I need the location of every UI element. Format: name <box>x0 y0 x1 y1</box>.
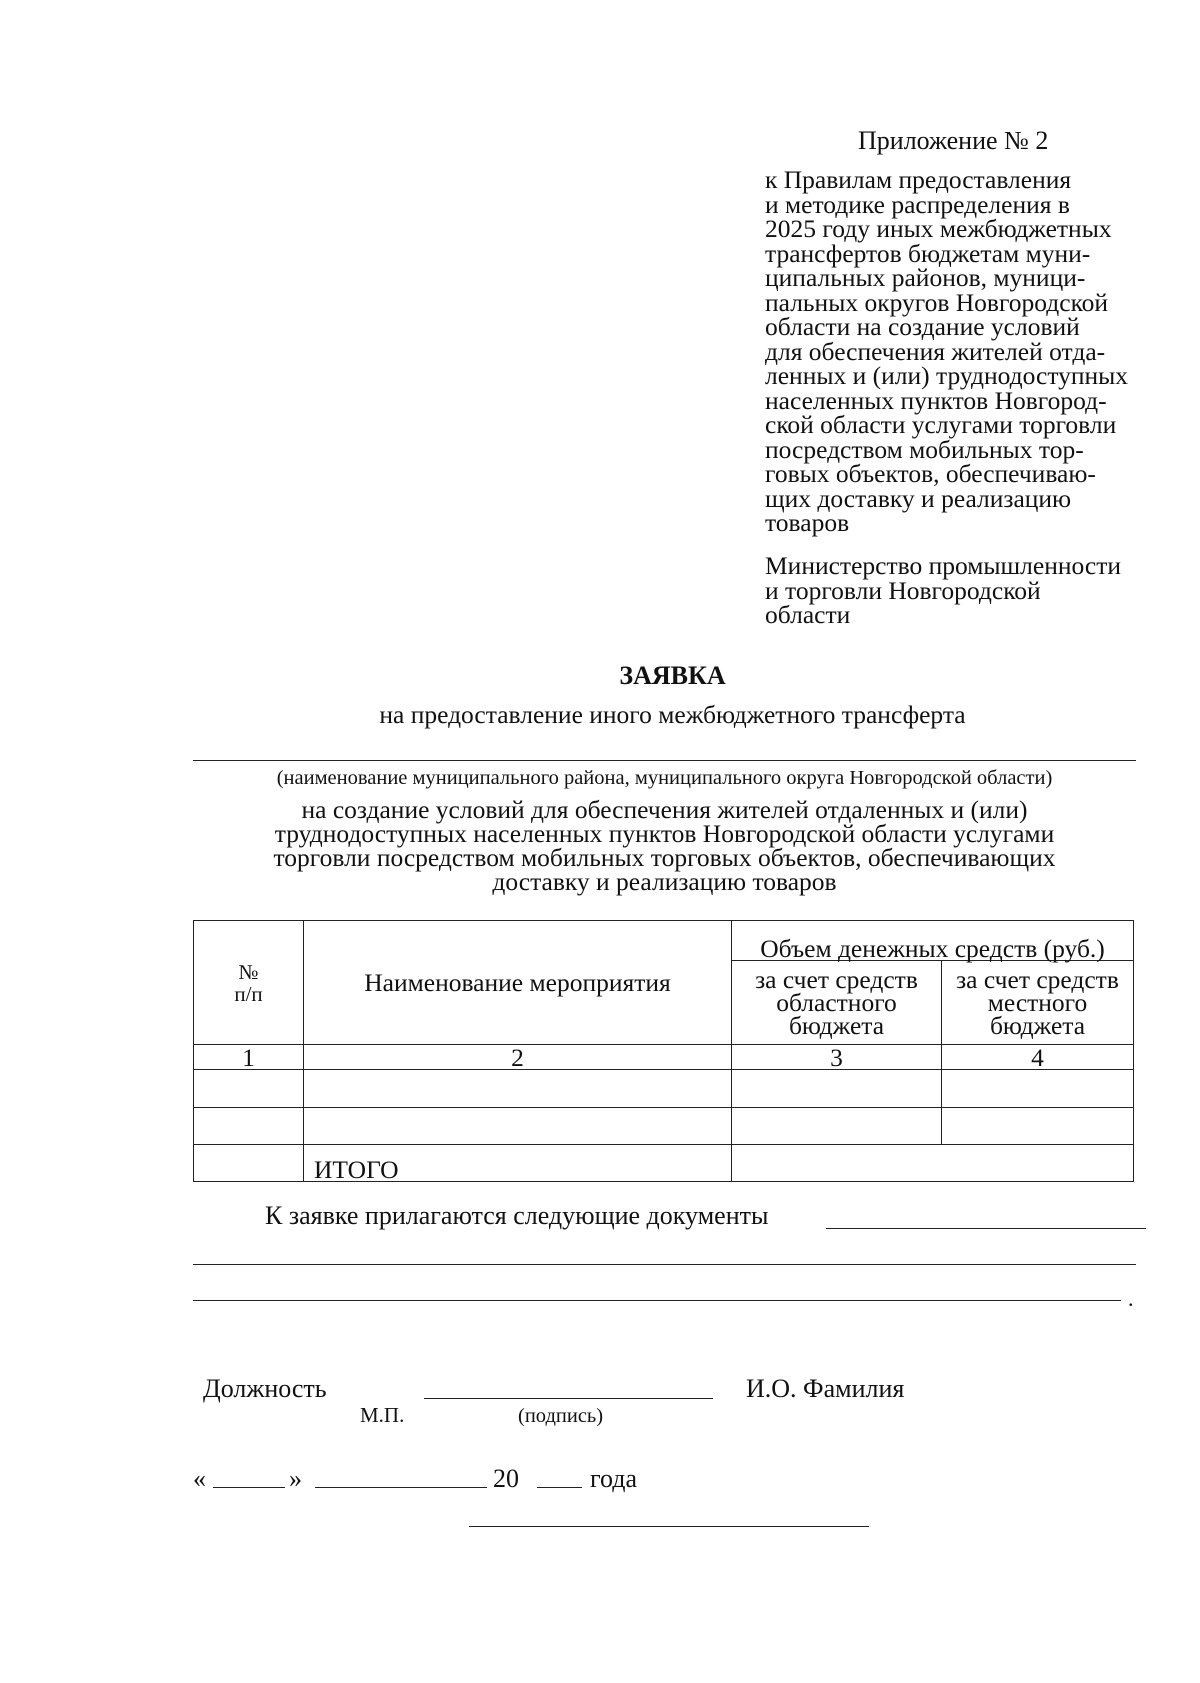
appendix-reference-line: щих доставку и реализацию <box>765 483 1072 513</box>
appendix-reference-line: товаров <box>765 508 850 537</box>
appendix-reference-line: говых объектов, обеспечиваю- <box>765 459 1096 488</box>
form-title: ЗАЯВКА <box>619 661 726 690</box>
table-cell[interactable] <box>304 1070 732 1108</box>
appendix-reference-line: пальных округов Новгородской <box>765 287 1109 317</box>
purpose-text <box>193 795 1136 896</box>
signer-name-label: И.О. Фамилия <box>746 1374 905 1403</box>
total-number-cell[interactable] <box>194 1145 304 1182</box>
date-close-quote: » <box>289 1464 302 1493</box>
header-event-name: Наименование мероприятия <box>304 921 732 1045</box>
date-open-quote: « <box>193 1464 206 1493</box>
table-cell[interactable] <box>732 1070 942 1108</box>
appendix-reference-line: и методике распределения в <box>765 189 1070 219</box>
table-cell[interactable] <box>942 1070 1134 1108</box>
appendix-reference-line: области на создание условий <box>765 312 1080 341</box>
attachments-field[interactable] <box>826 1228 1146 1229</box>
stamp-label: М.П. <box>360 1403 405 1427</box>
header-funds-group: Объем денежных средств (руб.) <box>732 921 1134 961</box>
table-row <box>194 1070 1134 1108</box>
recipient-block <box>765 551 1121 629</box>
appendix-title: Приложение № 2 <box>858 126 1049 155</box>
table-cell[interactable] <box>942 1108 1134 1145</box>
purpose-line: на создание условий для обеспечения жителей отдаленных и (или) <box>301 795 1028 824</box>
recipient-line: области <box>765 600 851 629</box>
municipality-name-field[interactable] <box>193 760 1136 761</box>
attachments-label: К заявке прилагаются следующие документы <box>265 1201 769 1230</box>
appendix-reference-line: посредством мобильных тор- <box>765 434 1084 464</box>
signature-field[interactable] <box>424 1398 713 1399</box>
index-cell: 4 <box>942 1045 1134 1070</box>
total-row <box>194 1145 1134 1182</box>
date-suffix: года <box>590 1464 638 1493</box>
table-row <box>194 1108 1134 1145</box>
appendix-reference-line: населенных пунктов Новгород- <box>765 385 1107 415</box>
appendix-reference <box>765 165 1129 537</box>
table-cell[interactable] <box>194 1070 304 1108</box>
total-label: ИТОГО <box>304 1145 732 1182</box>
header-regional-budget: за счет средств областного бюджета <box>732 961 942 1045</box>
recipient-line: и торговли Новгородской <box>765 575 1041 605</box>
purpose-line: торговли посредством мобильных торговых объектов, обеспечивающих <box>273 843 1056 872</box>
bottom-field[interactable] <box>469 1526 869 1527</box>
appendix-reference-line: ленных и (или) труднодоступных <box>765 361 1129 390</box>
date-month-field[interactable] <box>315 1487 487 1488</box>
table-cell[interactable] <box>194 1108 304 1145</box>
attachments-field[interactable] <box>193 1300 1121 1301</box>
table-cell[interactable] <box>304 1108 732 1145</box>
date-year-field[interactable] <box>537 1487 582 1488</box>
appendix-reference-line: ципальных районов, муници- <box>765 263 1086 292</box>
total-amount-cell[interactable] <box>732 1145 1134 1182</box>
index-cell: 2 <box>304 1045 732 1070</box>
appendix-reference-line: к Правилам предоставления <box>765 165 1072 194</box>
purpose-line: доставку и реализацию товаров <box>492 867 837 896</box>
attachments-field[interactable] <box>193 1264 1136 1265</box>
municipality-name-caption: (наименование муниципального района, муниципального округа Новгородской области) <box>276 767 1053 789</box>
signature-caption: (подпись) <box>518 1405 604 1427</box>
attachments-end-mark: . <box>1128 1286 1134 1311</box>
date-day-field[interactable] <box>213 1487 285 1488</box>
position-label: Должность <box>203 1374 327 1403</box>
index-cell: 1 <box>194 1045 304 1070</box>
header-number: № п/п <box>194 921 304 1045</box>
form-subtitle: на предоставление иного межбюджетного трансферта <box>379 700 966 729</box>
appendix-reference-line: для обеспечения жителей отда- <box>765 336 1106 366</box>
application-table <box>193 920 1134 1182</box>
header-local-budget: за счет средств местного бюджета <box>942 961 1134 1045</box>
appendix-reference-line: 2025 году иных межбюджетных <box>765 214 1112 243</box>
table-cell[interactable] <box>732 1108 942 1145</box>
recipient-line: Министерство промышленности <box>765 551 1121 580</box>
table-index-row <box>194 1045 1134 1070</box>
appendix-reference-line: трансфертов бюджетам муни- <box>765 238 1091 268</box>
date-century: 20 <box>493 1464 519 1493</box>
purpose-line: труднодоступных населенных пунктов Новгородской области услугами <box>274 819 1055 848</box>
appendix-reference-line: ской области услугами торговли <box>765 410 1117 439</box>
index-cell: 3 <box>732 1045 942 1070</box>
